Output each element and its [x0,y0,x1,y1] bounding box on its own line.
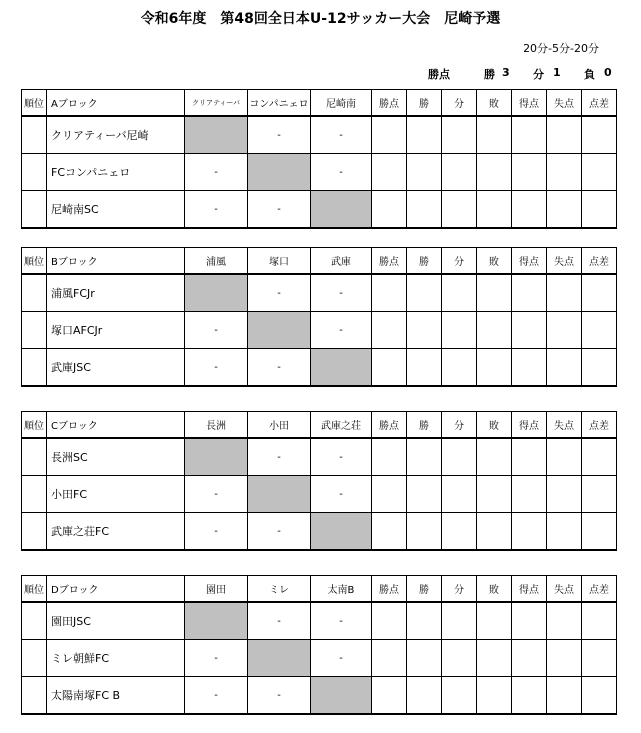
stat-cell [407,274,442,312]
stat-cell [477,476,512,513]
opponent-header: 塚口 [248,248,311,275]
stat-cell [442,438,477,476]
opponent-header: 武庫之荘 [311,412,372,439]
result-cell: - [248,602,311,640]
stat-cell [372,513,407,551]
rank-cell [22,154,47,191]
opponent-header: コンパニェロ [248,90,311,117]
stat-cell [512,513,547,551]
stat-header: 点差 [582,412,617,439]
stat-cell [477,513,512,551]
stat-cell [547,513,582,551]
stat-header: 敗 [477,576,512,603]
result-cell: - [311,274,372,312]
table-header-row [22,248,617,275]
stat-cell [372,116,407,154]
loss-label: 負 [584,68,595,81]
table-row [22,677,617,715]
stat-cell [547,116,582,154]
stat-header: 点差 [582,248,617,275]
rank-cell [22,602,47,640]
result-cell: - [248,677,311,715]
stat-header: 勝点 [372,90,407,117]
opponent-header: 長洲 [185,412,248,439]
result-cell: - [185,191,248,229]
stat-cell [407,191,442,229]
self-match-cell [311,191,372,229]
opponent-header: 浦風 [185,248,248,275]
block-table [21,411,617,551]
stat-header: 勝点 [372,576,407,603]
self-match-cell [185,602,248,640]
result-cell: - [311,116,372,154]
opponent-header: 太南B [311,576,372,603]
rank-cell [22,312,47,349]
self-match-cell [185,274,248,312]
result-cell: - [311,154,372,191]
stat-cell [582,116,617,154]
block-table [21,247,617,387]
stat-cell [442,154,477,191]
stat-cell [582,191,617,229]
stat-cell [442,312,477,349]
stat-cell [372,312,407,349]
stat-cell [442,476,477,513]
stat-cell [372,349,407,387]
opponent-header: 尼崎南 [311,90,372,117]
stat-cell [372,476,407,513]
stat-cell [407,677,442,715]
stat-cell [407,513,442,551]
stat-cell [512,349,547,387]
stat-cell [372,640,407,677]
self-match-cell [311,677,372,715]
table-row [22,274,617,312]
stat-cell [442,191,477,229]
stat-cell [372,602,407,640]
stat-cell [547,476,582,513]
rank-cell [22,116,47,154]
points-label: 勝点 [428,68,450,81]
stat-cell [407,312,442,349]
rank-cell [22,513,47,551]
block-table [21,575,617,715]
table-row [22,312,617,349]
stat-cell [582,438,617,476]
block-table [21,89,617,229]
stat-cell [477,116,512,154]
table-header-row [22,90,617,117]
stat-cell [547,312,582,349]
stat-header: 得点 [512,412,547,439]
result-cell: - [311,476,372,513]
team-name: 浦風FCJr [47,274,185,312]
stat-cell [407,602,442,640]
team-name: 武庫之荘FC [47,513,185,551]
stat-cell [407,154,442,191]
rank-cell [22,438,47,476]
stat-cell [547,640,582,677]
stat-cell [512,154,547,191]
self-match-cell [248,154,311,191]
stat-header: 勝点 [372,412,407,439]
result-cell: - [248,191,311,229]
result-cell: - [248,513,311,551]
result-cell: - [248,116,311,154]
result-cell: - [311,602,372,640]
table-row [22,602,617,640]
stat-cell [442,349,477,387]
self-match-cell [248,312,311,349]
result-cell: - [248,274,311,312]
stat-cell [372,677,407,715]
rank-cell [22,274,47,312]
self-match-cell [185,116,248,154]
stat-header: 得点 [512,90,547,117]
opponent-header: 小田 [248,412,311,439]
stat-cell [442,677,477,715]
loss-points: 0 [604,66,612,79]
stat-cell [372,154,407,191]
stat-cell [512,640,547,677]
stat-cell [582,476,617,513]
stat-cell [477,677,512,715]
block-name: Aブロック [47,90,185,117]
stat-header: 分 [442,576,477,603]
self-match-cell [311,513,372,551]
team-name: 長洲SC [47,438,185,476]
stat-header: 勝 [407,90,442,117]
stat-cell [477,438,512,476]
stat-cell [407,476,442,513]
block-name: Dブロック [47,576,185,603]
stat-cell [582,349,617,387]
result-cell: - [185,640,248,677]
table-row [22,191,617,229]
stat-cell [477,191,512,229]
stat-header: 失点 [547,576,582,603]
team-name: クリアティーバ尼崎 [47,116,185,154]
page-title: 令和6年度 第48回全日本U-12サッカー大会 尼崎予選 [140,11,501,27]
result-cell: - [185,513,248,551]
table-row [22,438,617,476]
stat-cell [477,602,512,640]
stat-cell [442,274,477,312]
table-row [22,349,617,387]
table-row [22,476,617,513]
rank-header: 順位 [22,90,47,117]
stat-cell [477,349,512,387]
stat-cell [582,274,617,312]
stat-header: 勝 [407,248,442,275]
win-points: 3 [502,66,510,79]
stat-cell [547,274,582,312]
block-name: Bブロック [47,248,185,275]
rank-header: 順位 [22,576,47,603]
match-time: 20分-5分-20分 [523,42,599,55]
stat-cell [407,640,442,677]
stat-cell [547,154,582,191]
stat-cell [582,677,617,715]
result-cell: - [311,312,372,349]
rank-cell [22,640,47,677]
stat-cell [407,349,442,387]
stat-cell [547,191,582,229]
team-name: 尼崎南SC [47,191,185,229]
block-name: Cブロック [47,412,185,439]
stat-cell [512,191,547,229]
stat-cell [372,438,407,476]
self-match-cell [248,476,311,513]
table-header-row [22,576,617,603]
stat-header: 分 [442,248,477,275]
team-name: 塚口AFCJr [47,312,185,349]
stat-header: 失点 [547,248,582,275]
stat-cell [582,312,617,349]
self-match-cell [185,438,248,476]
stat-cell [442,640,477,677]
stat-cell [547,349,582,387]
rank-header: 順位 [22,248,47,275]
draw-label: 分 [533,68,544,81]
stat-cell [512,438,547,476]
stat-header: 得点 [512,248,547,275]
opponent-header: クリアティーバ [185,90,248,117]
table-row [22,513,617,551]
stat-cell [512,476,547,513]
win-label: 勝 [484,68,495,81]
stat-cell [512,677,547,715]
stat-cell [407,438,442,476]
stat-cell [372,191,407,229]
result-cell: - [248,349,311,387]
stat-header: 勝 [407,576,442,603]
rank-cell [22,476,47,513]
stat-cell [442,602,477,640]
stat-cell [407,116,442,154]
rank-cell [22,349,47,387]
opponent-header: 園田 [185,576,248,603]
stat-header: 勝 [407,412,442,439]
team-name: 園田JSC [47,602,185,640]
team-name: 太陽南塚FC B [47,677,185,715]
stat-header: 敗 [477,412,512,439]
table-header-row [22,412,617,439]
self-match-cell [311,349,372,387]
opponent-header: ミレ [248,576,311,603]
stat-cell [512,116,547,154]
table-row [22,154,617,191]
stat-cell [477,154,512,191]
result-cell: - [248,438,311,476]
result-cell: - [185,312,248,349]
stat-cell [512,602,547,640]
stat-cell [477,274,512,312]
stat-header: 点差 [582,576,617,603]
stat-cell [442,513,477,551]
result-cell: - [185,677,248,715]
stat-header: 敗 [477,90,512,117]
result-cell: - [311,438,372,476]
self-match-cell [248,640,311,677]
team-name: 小田FC [47,476,185,513]
opponent-header: 武庫 [311,248,372,275]
stat-header: 勝点 [372,248,407,275]
stat-cell [582,602,617,640]
stat-cell [477,640,512,677]
result-cell: - [185,476,248,513]
stat-cell [547,677,582,715]
stat-header: 分 [442,90,477,117]
stat-header: 失点 [547,90,582,117]
result-cell: - [185,349,248,387]
rank-header: 順位 [22,412,47,439]
stat-header: 分 [442,412,477,439]
stat-cell [512,274,547,312]
team-name: 武庫JSC [47,349,185,387]
rank-cell [22,677,47,715]
team-name: ミレ朝鮮FC [47,640,185,677]
rank-cell [22,191,47,229]
stat-cell [477,312,512,349]
stat-header: 得点 [512,576,547,603]
table-row [22,116,617,154]
result-cell: - [185,154,248,191]
stat-cell [547,602,582,640]
result-cell: - [311,640,372,677]
stat-cell [582,154,617,191]
stat-header: 失点 [547,412,582,439]
stat-header: 点差 [582,90,617,117]
stat-cell [512,312,547,349]
draw-points: 1 [553,66,561,79]
stat-cell [547,438,582,476]
team-name: FCコンパニェロ [47,154,185,191]
stat-header: 敗 [477,248,512,275]
stat-cell [582,513,617,551]
stat-cell [442,116,477,154]
stat-cell [372,274,407,312]
table-row [22,640,617,677]
stat-cell [582,640,617,677]
